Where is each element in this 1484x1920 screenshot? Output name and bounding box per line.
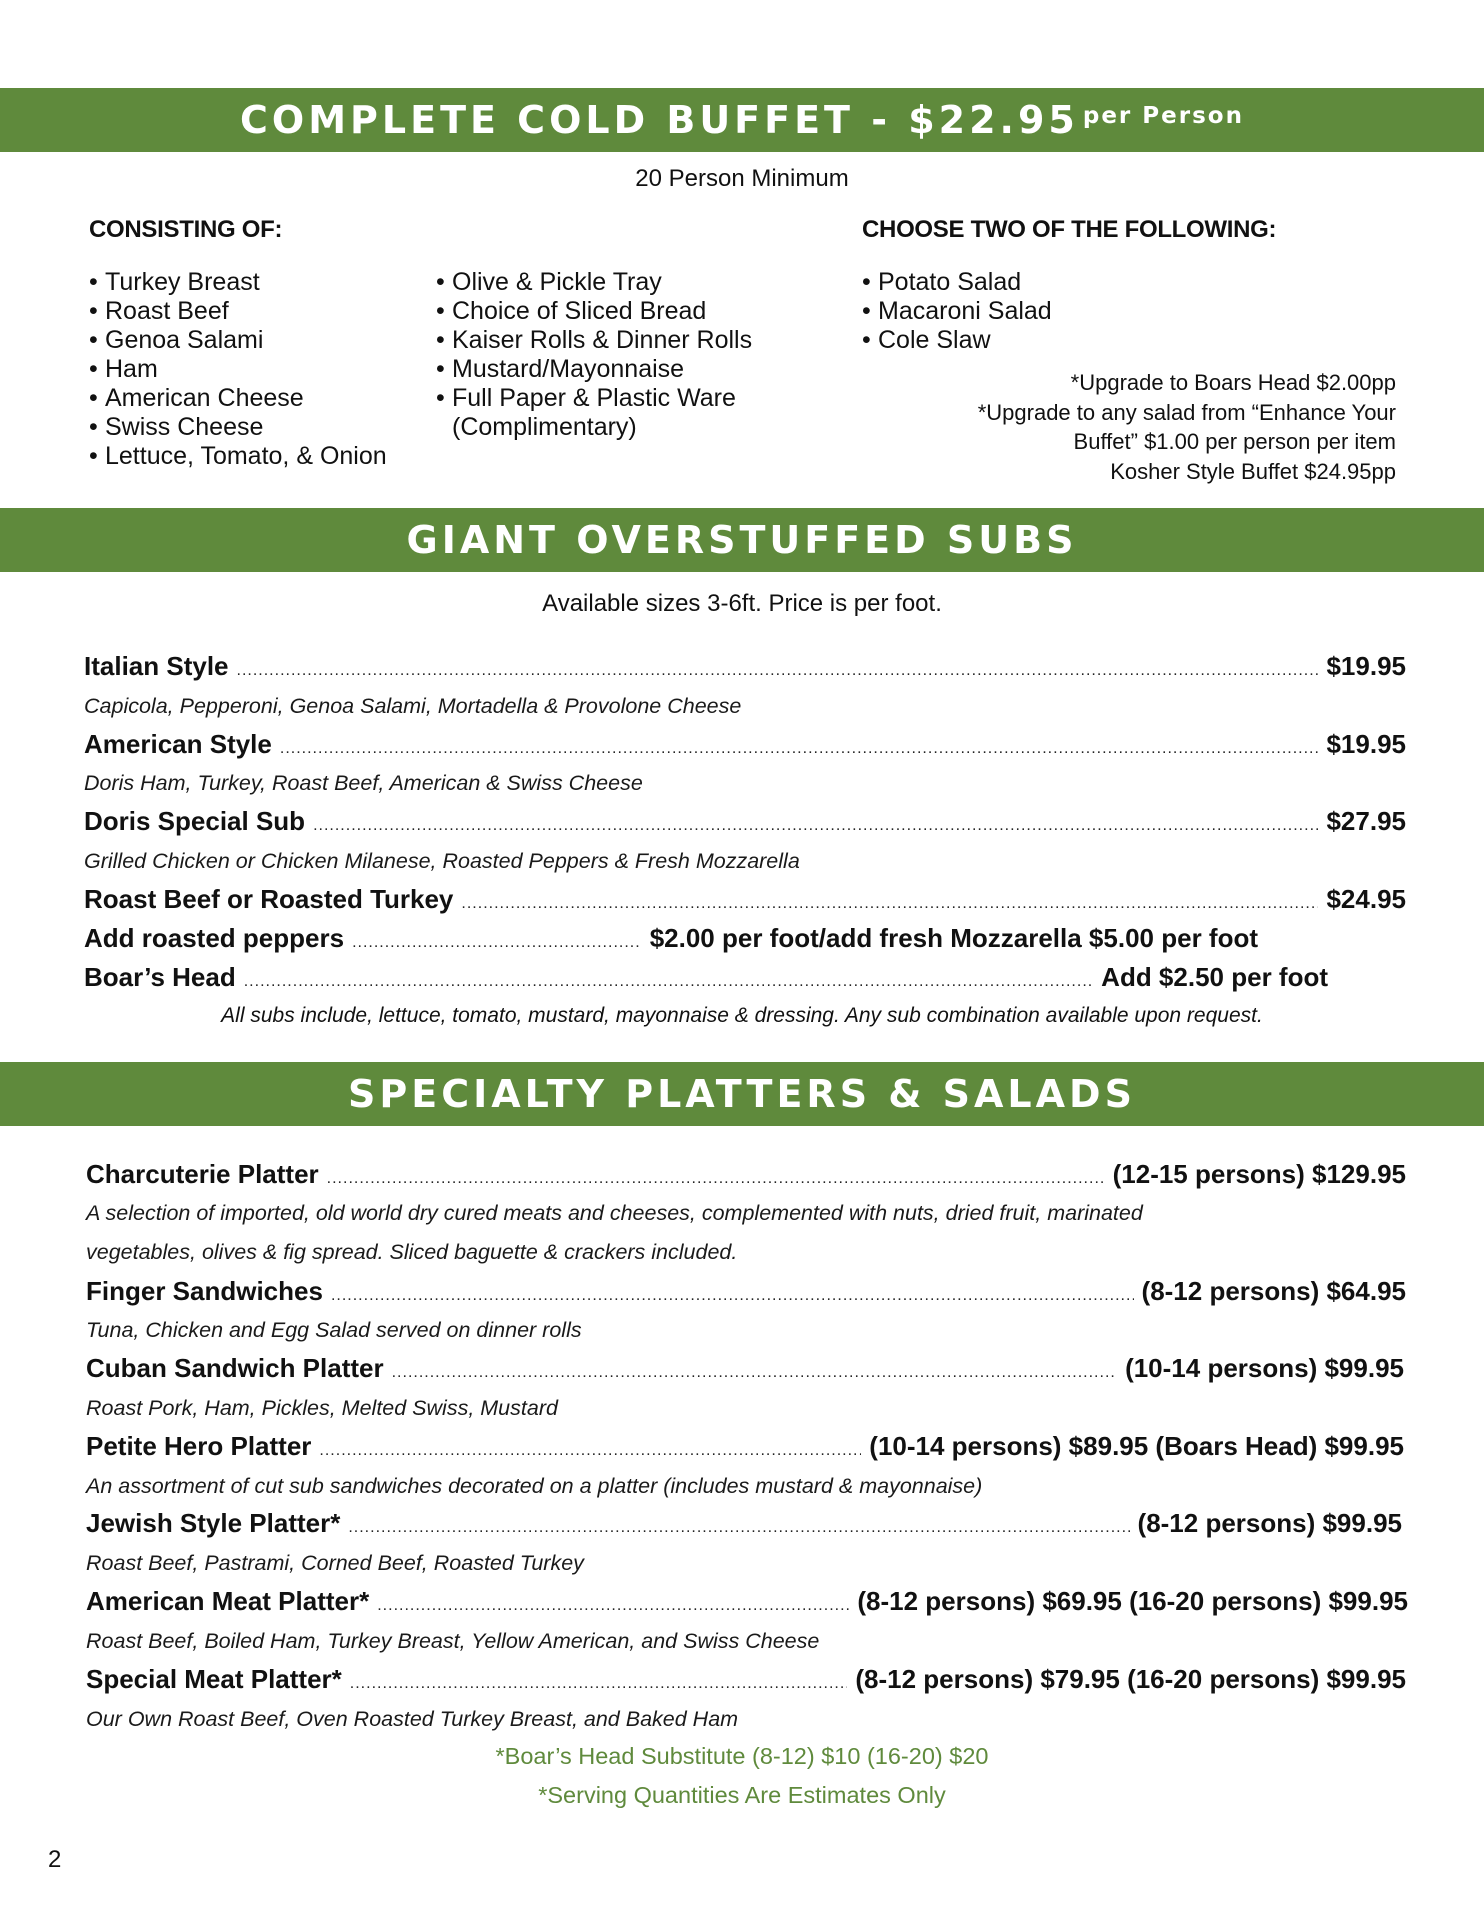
buffet-list-col2 [436, 268, 752, 442]
list-item-continuation: (Complimentary) [452, 413, 637, 441]
cold-buffet-banner [0, 88, 1484, 152]
sub-item-american: American Style ..... $19.95 [84, 729, 1406, 760]
platter-item-cuban: Cuban Sandwich Platter ..... (10-14 persons) $99.95 [86, 1353, 1404, 1384]
platter-item-american-meat: American Meat Platter* ..... (8-12 persons) $69.95 (16-20 persons) $99.95 [86, 1586, 1408, 1617]
sub-item-doris-special: Doris Special Sub ..... $27.95 [84, 806, 1406, 837]
platter-item-special-meat: Special Meat Platter* ..... (8-12 persons) $79.95 (16-20 persons) $99.95 [86, 1664, 1406, 1695]
platter-item-desc: Tuna, Chicken and Egg Salad served on dinner rolls [86, 1318, 582, 1342]
list-item: • Ham [89, 355, 158, 383]
note-line: *Upgrade to Boars Head $2.00pp [1070, 370, 1396, 395]
platter-item-finger-sandwiches: Finger Sandwiches ..... (8-12 persons) $64.95 [86, 1276, 1406, 1307]
subs-footnote: All subs include, lettuce, tomato, mustard, mayonnaise & dressing. Any sub combination available upon request. [221, 1004, 1263, 1027]
subs-banner [0, 508, 1484, 572]
serving-quantities-note: *Serving Quantities Are Estimates Only [538, 1782, 946, 1808]
list-item: • Macaroni Salad [862, 297, 1052, 325]
sub-item-desc: Doris Ham, Turkey, Roast Beef, American & Swiss Cheese [84, 771, 643, 795]
buffet-minimum: 20 Person Minimum [635, 165, 849, 192]
list-item: • Potato Salad [862, 268, 1022, 296]
sub-addon-peppers: Add roasted peppers ..... $2.00 per foot/add fresh Mozzarella $5.00 per foot [84, 923, 1258, 954]
list-item: • Kaiser Rolls & Dinner Rolls [436, 326, 753, 354]
list-item: • Lettuce, Tomato, & Onion [89, 442, 387, 470]
platter-item-desc: Roast Pork, Ham, Pickles, Melted Swiss, Mustard [86, 1396, 558, 1420]
platter-item-charcuterie: Charcuterie Platter ..... (12-15 persons) $129.95 [86, 1159, 1406, 1190]
buffet-upgrade-notes [978, 368, 1396, 486]
list-item: • Cole Slaw [862, 326, 991, 354]
platter-item-desc: A selection of imported, old world dry cured meats and cheeses, complemented with nuts, dried fruit, marinated [86, 1201, 1143, 1225]
boars-head-substitute-note: *Boar’s Head Substitute (8-12) $10 (16-20) $20 [495, 1743, 989, 1769]
platter-item-jewish-style: Jewish Style Platter* ..... (8-12 persons) $99.95 [86, 1508, 1402, 1539]
subs-title: GIANT OVERSTUFFED SUBS [406, 518, 1078, 562]
list-item: • Roast Beef [89, 297, 229, 325]
consisting-heading: CONSISTING OF: [89, 216, 283, 243]
list-item: • Swiss Cheese [89, 413, 264, 441]
platter-item-desc: An assortment of cut sub sandwiches decorated on a platter (includes mustard & mayonnaise) [86, 1474, 983, 1498]
page-number: 2 [48, 1846, 62, 1873]
list-item: • Olive & Pickle Tray [436, 268, 662, 296]
buffet-list-col1 [89, 268, 387, 471]
sub-item-desc: Grilled Chicken or Chicken Milanese, Roasted Peppers & Fresh Mozzarella [84, 849, 800, 873]
list-item: • American Cheese [89, 384, 304, 412]
list-item: • Genoa Salami [89, 326, 264, 354]
buffet-choices [862, 268, 1052, 355]
sub-item-desc: Capicola, Pepperoni, Genoa Salami, Mortadella & Provolone Cheese [84, 694, 742, 718]
cold-buffet-title: COMPLETE COLD BUFFET - $22.95 [240, 98, 1079, 142]
platter-item-petite-hero: Petite Hero Platter ..... (10-14 persons) $89.95 (Boars Head) $99.95 [86, 1431, 1404, 1462]
choose-heading: CHOOSE TWO OF THE FOLLOWING: [862, 216, 1277, 243]
list-item: • Turkey Breast [89, 268, 260, 296]
sub-addon-boars-head: Boar’s Head ..... Add $2.50 per foot [84, 962, 1328, 993]
platter-item-desc: vegetables, olives & fig spread. Sliced baguette & crackers included. [86, 1240, 738, 1264]
list-item: • Full Paper & Plastic Ware [436, 384, 736, 412]
note-line: *Upgrade to any salad from “Enhance Your [977, 399, 1396, 425]
platters-title: SPECIALTY PLATTERS & SALADS [348, 1072, 1136, 1116]
sub-item-italian: Italian Style ..... $19.95 [84, 651, 1406, 682]
sub-item-roast-beef-turkey: Roast Beef or Roasted Turkey ..... $24.95 [84, 884, 1406, 915]
platter-item-desc: Roast Beef, Boiled Ham, Turkey Breast, Yellow American, and Swiss Cheese [86, 1629, 820, 1653]
list-item: • Mustard/Mayonnaise [436, 355, 685, 383]
list-item: • Choice of Sliced Bread [436, 297, 707, 325]
subs-size-note: Available sizes 3-6ft. Price is per foot. [542, 590, 942, 617]
platters-banner [0, 1062, 1484, 1126]
note-line: Buffet” $1.00 per person per item [1073, 429, 1396, 454]
cold-buffet-title-suffix: per Person [1082, 103, 1244, 129]
platter-item-desc: Roast Beef, Pastrami, Corned Beef, Roasted Turkey [86, 1551, 584, 1575]
note-line: Kosher Style Buffet $24.95pp [1110, 458, 1396, 484]
platter-item-desc: Our Own Roast Beef, Oven Roasted Turkey Breast, and Baked Ham [86, 1707, 739, 1731]
